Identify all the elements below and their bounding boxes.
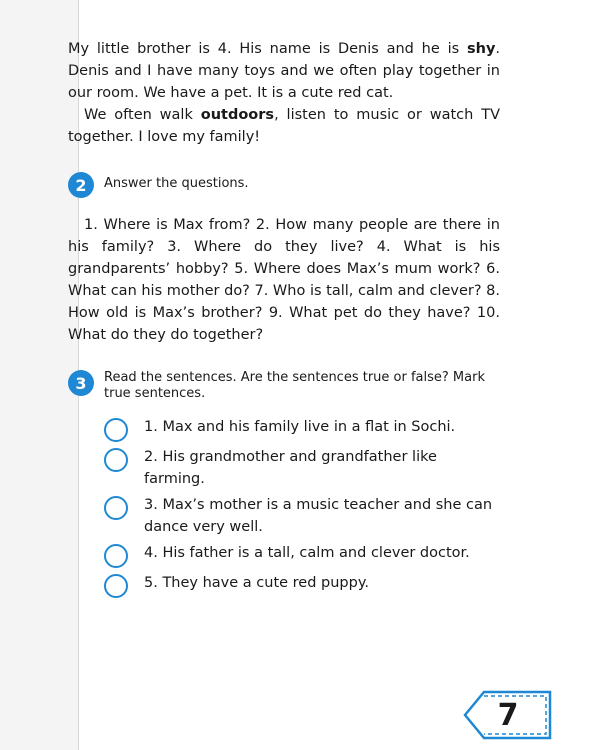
vocab-word-outdoors: outdoors	[200, 107, 275, 123]
page-number: 7	[497, 697, 519, 733]
true-checkbox[interactable]	[104, 418, 128, 442]
true-checkbox[interactable]	[104, 544, 128, 568]
story-paragraph-2: We often walk outdoors, listen to music or watch TV together. I love my family!	[68, 107, 500, 145]
statement-text: 3. Max’s mother is a music teacher and she can dance very well.	[144, 497, 493, 535]
statement-text: 5. They have a cute red puppy.	[144, 575, 369, 591]
true-false-list	[68, 416, 500, 598]
list-item	[68, 542, 500, 568]
exercise-3-instruction: Read the sentences. Are the sentences true or false? Mark true sentences.	[104, 370, 485, 401]
list-item	[68, 446, 500, 490]
exercise-number-badge: 2	[68, 172, 94, 198]
exercise-2-instruction: Answer the questions.	[104, 176, 249, 191]
list-item	[68, 494, 500, 538]
list-item	[68, 572, 500, 598]
exercise-2-questions: 1. Where is Max from? 2. How many people are there in his family? 3. Where do they live? 4. What is his grandparents’ hobby? 5. Where does Max’s mum work? 6. What can his mother do? 7. Who is tall, calm and clever? 8. How old is Max’s brother? 9. What pet do they have? 10. What do they do together?	[68, 217, 501, 343]
exercise-3-header	[68, 370, 500, 402]
page-content	[68, 38, 500, 602]
vocab-word-shy: shy	[466, 41, 496, 57]
statement-text: 4. His father is a tall, calm and clever doctor.	[144, 545, 470, 561]
true-checkbox[interactable]	[104, 448, 128, 472]
story-paragraph-1: My little brother is 4. His name is Denis and he is shy. Denis and I have many toys and we often play together in our room. We have a pet. It is a cute red cat.	[68, 41, 500, 101]
true-checkbox[interactable]	[104, 574, 128, 598]
list-item	[68, 416, 500, 442]
exercise-number-badge: 3	[68, 370, 94, 396]
page-left-margin	[0, 0, 78, 750]
exercise-2-header	[68, 172, 500, 198]
statement-text: 1. Max and his family live in a flat in Sochi.	[144, 419, 456, 435]
true-checkbox[interactable]	[104, 496, 128, 520]
statement-text: 2. His grandmother and grandfather like farming.	[144, 449, 437, 487]
